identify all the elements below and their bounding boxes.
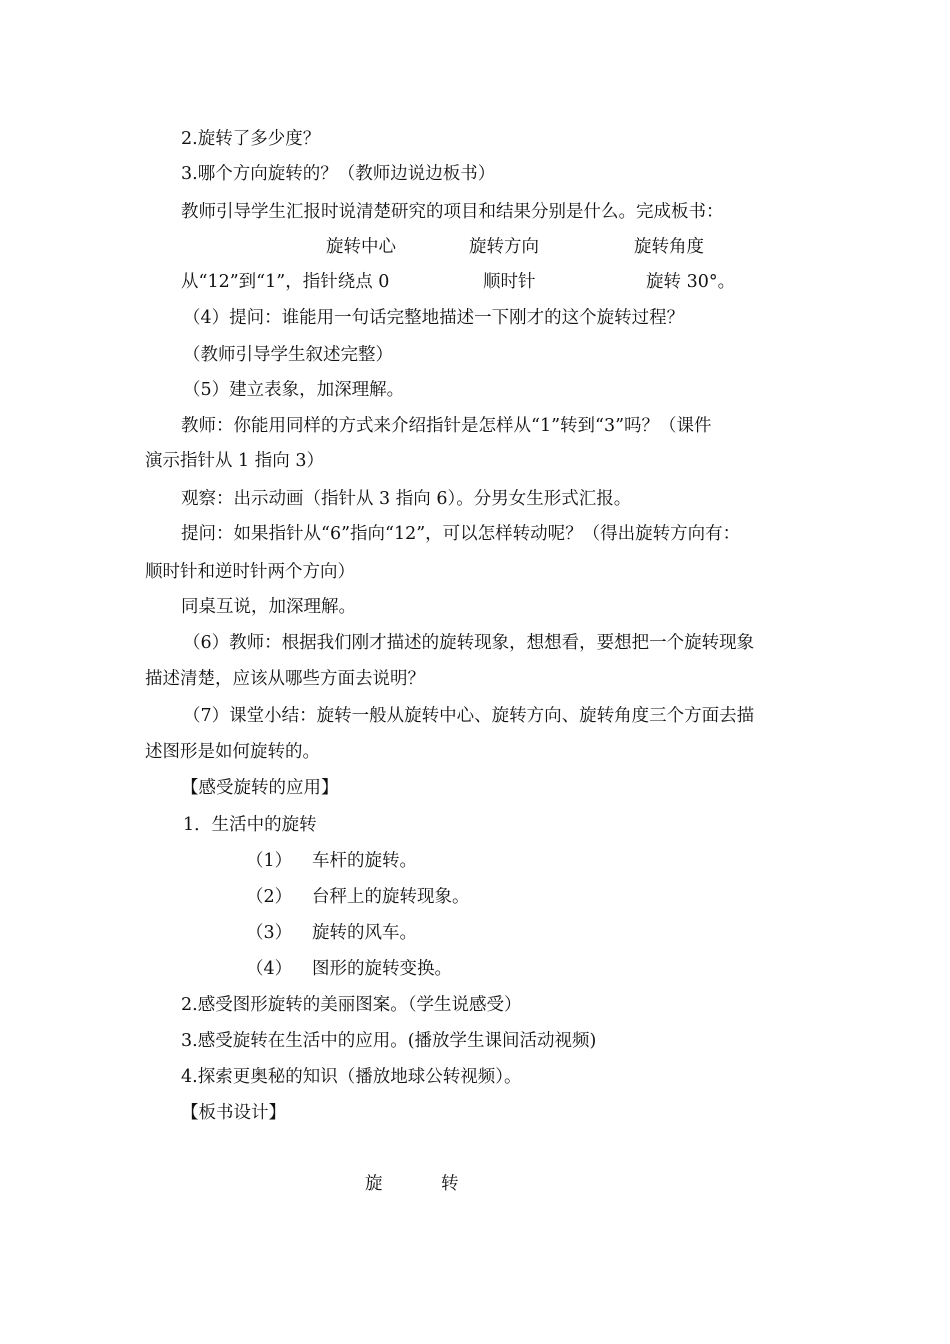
- text-line: 观察：出示动画（指针从 3 指向 6）。分男女生形式汇报。: [181, 489, 632, 509]
- list-item-number: （3）: [246, 923, 293, 943]
- text-line: 3.感受旋转在生活中的应用。(播放学生课间活动视频): [181, 1031, 597, 1051]
- text-line: 2.感受图形旋转的美丽图案。（学生说感受）: [181, 995, 522, 1015]
- text-line: 3.哪个方向旋转的？（教师边说边板书）: [181, 164, 496, 184]
- list-item-number: （2）: [246, 887, 293, 907]
- text-line: （7）课堂小结：旋转一般从旋转中心、旋转方向、旋转角度三个方面去描: [183, 706, 755, 726]
- list-item-text: 图形的旋转变换。: [312, 959, 452, 979]
- text-line: 同桌互说，加深理解。: [181, 597, 356, 617]
- list-item-text: 旋转的风车。: [312, 923, 417, 943]
- list-item-text: 台秤上的旋转现象。: [312, 887, 470, 907]
- text-line: （6）教师：根据我们刚才描述的旋转现象，想想看，要想把一个旋转现象: [183, 633, 755, 653]
- section-heading: 【板书设计】: [181, 1103, 286, 1123]
- text-line: （教师引导学生叙述完整）: [183, 345, 393, 365]
- table-cell-center: 从“12”到“1”，指针绕点 0: [181, 272, 390, 292]
- list-item-text: 车杆的旋转。: [312, 851, 417, 871]
- text-line: 顺时针和逆时针两个方向）: [145, 562, 355, 582]
- text-line: 教师：你能用同样的方式来介绍指针是怎样从“1”转到“3”吗？（课件: [181, 416, 712, 436]
- table-header-direction: 旋转方向: [469, 237, 539, 257]
- table-cell-direction: 顺时针: [483, 272, 536, 292]
- table-header-center: 旋转中心: [326, 237, 396, 257]
- text-line: 提问：如果指针从“6”指向“12”，可以怎样转动呢？（得出旋转方向有：: [181, 524, 741, 544]
- text-line: 4.探索更奥秘的知识（播放地球公转视频）。: [181, 1067, 522, 1087]
- table-cell-angle: 旋转 30°。: [646, 272, 736, 292]
- text-line: 描述清楚，应该从哪些方面去说明？: [145, 669, 425, 689]
- table-header-angle: 旋转角度: [634, 237, 704, 257]
- list-item-number: （4）: [246, 959, 293, 979]
- board-title-char: 转: [441, 1174, 459, 1194]
- text-line: 教师引导学生汇报时说清楚研究的项目和结果分别是什么。完成板书：: [181, 202, 724, 222]
- text-line: （4）提问：谁能用一句话完整地描述一下刚才的这个旋转过程？: [183, 308, 685, 328]
- text-line: （5）建立表象，加深理解。: [183, 380, 405, 400]
- section-heading: 【感受旋转的应用】: [181, 778, 339, 798]
- list-item-number: （1）: [246, 851, 293, 871]
- board-title-char: 旋: [365, 1174, 383, 1194]
- text-line: 2.旋转了多少度？: [181, 129, 321, 149]
- text-line: 1．生活中的旋转: [183, 815, 317, 835]
- text-line: 述图形是如何旋转的。: [145, 742, 320, 762]
- text-line: 演示指针从 1 指向 3）: [145, 451, 324, 471]
